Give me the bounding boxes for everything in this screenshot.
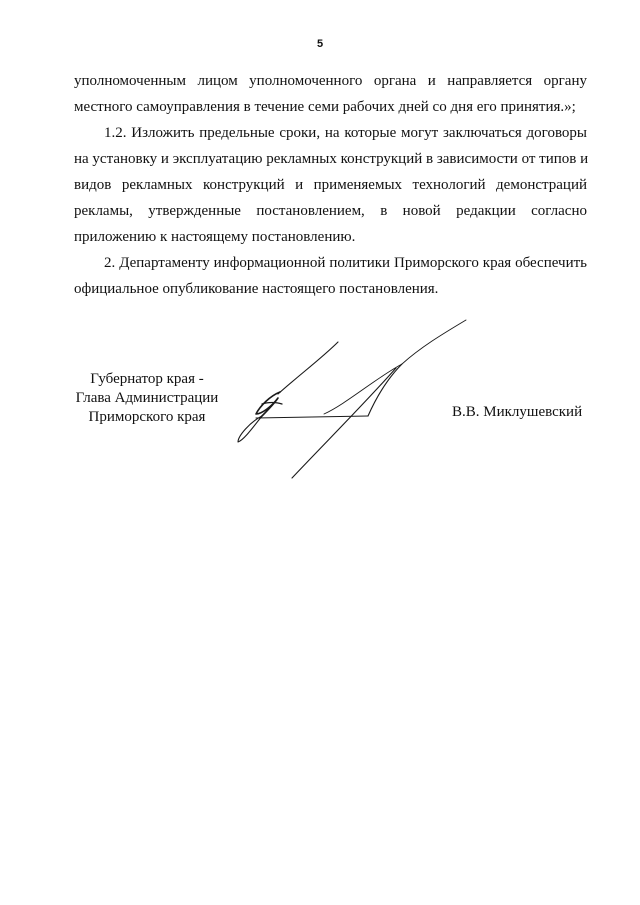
page-number: 5 [316,38,324,50]
text-line: официальное опубликование настоящего постановления. [74,281,439,297]
signatory-title-line: Приморского края [88,409,206,425]
text-line: видов рекламных конструкций и применяемых технологий демонстраций [74,177,587,193]
text-line: приложению к настоящему постановлению. [74,229,356,245]
text-line: местного самоуправления в течение семи рабочих дней со дня его принятия.»; [74,99,576,115]
text-line: 1.2. Изложить предельные сроки, на которые могут заключаться договоры [104,125,587,141]
text-line: на установку и эксплуатацию рекламных конструкций в зависимости от типов и [74,151,589,167]
paragraph-continuation [74,68,587,120]
paragraph-item-2 [74,250,587,302]
text-line: рекламы, утвержденные постановлением, в новой редакции согласно [74,203,587,219]
signatory-title [72,370,222,427]
paragraph-item-1-2 [74,120,587,250]
handwritten-signature [226,318,476,483]
signatory-title-line: Глава Администрации [75,390,219,406]
text-line: 2. Департаменту информационной политики Приморского края обеспечить [104,255,587,271]
document-body [74,68,587,302]
signatory-title-line: Губернатор края - [90,371,204,387]
text-line: уполномоченным лицом уполномоченного органа и направляется органу [74,73,587,89]
signatory-name: В.В. Миклушевский [452,404,583,420]
